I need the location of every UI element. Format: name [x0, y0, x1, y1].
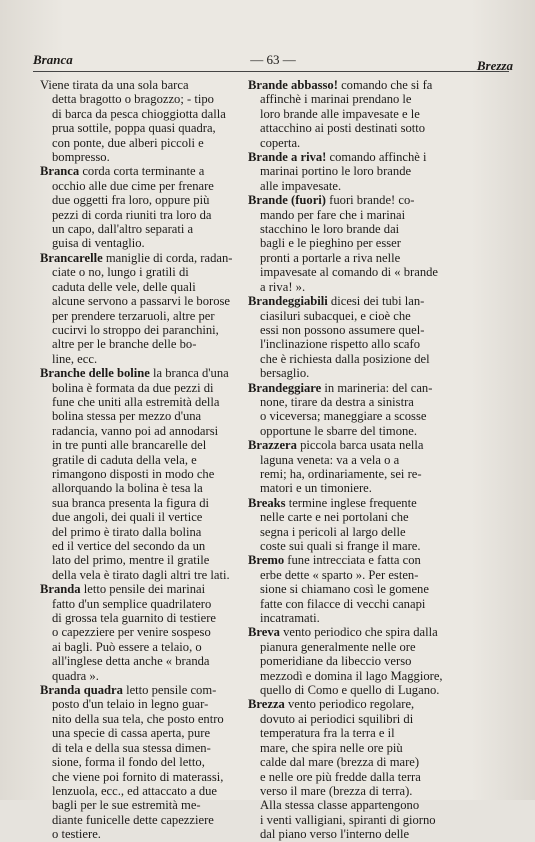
entry-text: bagli per le sue estremità me-	[52, 798, 201, 813]
entry-line	[40, 409, 272, 423]
entry-text: o viceversa; maneggiare a scosse	[260, 409, 427, 424]
entry-line	[248, 496, 480, 510]
entry-text: verso il mare (brezza di terra).	[260, 783, 413, 798]
entry-text: mando per fare che i marinai	[260, 207, 406, 222]
entry-line	[248, 827, 480, 841]
entry-headword: Brande (fuori)	[248, 193, 327, 208]
entry-line	[40, 625, 272, 639]
entry-text: dicesi dei tubi lan-	[327, 294, 425, 309]
header-rule	[33, 71, 509, 72]
entry-headword: Brazzera	[248, 438, 297, 453]
entry-line	[40, 553, 272, 567]
entry-text: di tela e della sua stessa dimen-	[52, 740, 211, 755]
entry-text: bolina è formata da due pezzi di	[52, 380, 214, 395]
entry-text: che viene poi fornito di materassi,	[52, 769, 224, 784]
entry-line	[248, 309, 480, 323]
entry-line	[40, 424, 272, 438]
entry-line	[248, 395, 480, 409]
entry-line	[40, 611, 272, 625]
entry-text: impavesate al comando di « brande	[260, 265, 438, 280]
entry-line	[248, 107, 480, 121]
entry-line	[248, 697, 480, 711]
entry-line	[40, 784, 272, 798]
entry-headword: Branda	[40, 582, 81, 597]
entry-text: l'inclinazione rispetto allo scafo	[260, 337, 420, 352]
entry-line	[248, 481, 480, 495]
entry-text: Alla stessa classe appartengono	[260, 798, 420, 813]
entry-text: remi; ha, ordinariamente, sei re-	[260, 466, 422, 481]
entry-text: mezzodì e domina il lago Maggiore,	[260, 668, 443, 683]
entry-line	[248, 640, 480, 654]
dictionary-entry	[248, 78, 480, 150]
entry-text: ciasiluri subacquei, e cioè che	[260, 308, 411, 323]
entry-text: comando che si fa	[337, 78, 433, 92]
entry-text: maniglie di corda, radan-	[102, 250, 233, 265]
entry-text: dovuto ai periodici squilibri di	[260, 711, 414, 726]
entry-text: quadra ».	[52, 668, 99, 683]
entry-line	[248, 179, 480, 193]
entry-text: vento periodico che spira dalla	[279, 625, 438, 640]
entry-text: a riva! ».	[260, 279, 306, 294]
entry-text: piccola barca usata nella	[296, 438, 424, 453]
entry-line	[40, 366, 272, 380]
entry-line	[248, 611, 480, 625]
entry-line	[40, 236, 272, 250]
entry-line	[40, 208, 272, 222]
entry-line	[248, 366, 480, 380]
entry-text: gratile di caduta della vela, e	[52, 452, 197, 467]
entry-text: temperatura fra la terra e il	[260, 726, 395, 741]
entry-text: lato del primo, mentre il gratile	[52, 553, 210, 568]
entry-text: segna i pericoli al largo delle	[260, 524, 406, 539]
entry-line	[40, 323, 272, 337]
entry-line	[40, 265, 272, 279]
entry-text: alle impavesate.	[260, 178, 342, 193]
entry-text: una specie di cassa aperta, pure	[52, 726, 211, 741]
entry-line	[248, 280, 480, 294]
entry-text: fune che uniti alla estremità della	[52, 394, 220, 409]
entry-line	[248, 813, 480, 827]
entry-text: termine inglese frequente	[285, 495, 417, 510]
header-left-guide-word: Branca	[33, 52, 73, 67]
entry-text: di grossa tela guarnito di testiere	[52, 611, 217, 626]
entry-line	[248, 409, 480, 423]
entry-text: guisa di ventaglio.	[52, 236, 145, 251]
entry-text: rimangono disposti in modo che	[52, 466, 215, 481]
entry-text: ciate o no, lungo i gratili di	[52, 265, 189, 280]
entry-text: affinchè i marinai prendano le	[260, 92, 412, 107]
left-column	[40, 78, 272, 842]
dictionary-entry	[248, 625, 480, 697]
dictionary-entry	[40, 582, 272, 683]
entry-line	[40, 568, 272, 582]
entry-headword: Brezza	[248, 697, 285, 712]
entry-text: line, ecc.	[52, 351, 98, 366]
entry-text: o testiere.	[52, 827, 101, 842]
entry-line	[248, 755, 480, 769]
entry-text: diante funicelle dette capezziere	[52, 812, 214, 827]
entry-line	[248, 337, 480, 351]
entry-text: essi non possono assumere quel-	[260, 322, 425, 337]
entry-line	[248, 712, 480, 726]
entry-text: lenzuola, ecc., ed attaccato a due	[52, 783, 218, 798]
entry-line	[40, 453, 272, 467]
entry-line	[248, 424, 480, 438]
entry-text: sione, forma il fondo del letto,	[52, 755, 205, 770]
entry-text: caduta delle vele, delle quali	[52, 279, 196, 294]
entry-line	[40, 770, 272, 784]
entry-text: prua sottile, poppa quasi quadra,	[52, 121, 216, 136]
entry-text: none, tirare da destra a sinistra	[260, 394, 414, 409]
entry-headword: Brancarelle	[40, 250, 103, 265]
entry-line	[248, 150, 480, 164]
dictionary-entry	[248, 193, 480, 294]
entry-text: bolina stessa per mezzo d'una	[52, 409, 202, 424]
entry-text: all'inglese detta anche « branda	[52, 654, 210, 669]
entry-text: pomeridiane da libeccio verso	[260, 654, 412, 669]
entry-text: pianura generalmente nelle ore	[260, 639, 416, 654]
entry-headword: Branda quadra	[40, 683, 123, 698]
entry-text: di barca da pesca chioggiotta dalla	[52, 106, 226, 121]
entry-text: i venti valligiani, spiranti di giorno	[260, 812, 436, 827]
entry-text: fatte con filacce di vecchi canapi	[260, 596, 426, 611]
entry-line	[248, 798, 480, 812]
entry-text: mare, che spira nelle ore più	[260, 740, 403, 755]
entry-line	[40, 193, 272, 207]
entry-text: detta bragotto o bragozzo; - tipo	[52, 92, 214, 107]
entry-headword: Branca	[40, 164, 80, 179]
entry-text: posto d'un telaio in legno guar-	[52, 697, 209, 712]
entry-line	[248, 265, 480, 279]
dictionary-entry	[248, 294, 480, 380]
entry-line	[40, 381, 272, 395]
entry-line	[40, 539, 272, 553]
entry-text: in tre punti alle brancarelle del	[52, 438, 207, 453]
entry-headword: Breva	[248, 625, 280, 640]
entry-text: nelle carte e nei portolani che	[260, 510, 409, 525]
entry-text: la branca d'una	[149, 366, 229, 381]
entry-text: ai bagli. Può essere a telaio, o	[52, 639, 202, 654]
dictionary-entry	[248, 496, 480, 554]
dictionary-entry	[248, 553, 480, 625]
entry-text: fune intrecciata e fatta con	[284, 553, 421, 568]
entry-text: marinai portino le loro brande	[260, 164, 412, 179]
entry-line	[248, 525, 480, 539]
entry-text: comando affinchè i	[326, 150, 427, 165]
entry-text: bompresso.	[52, 150, 110, 165]
entry-line	[248, 453, 480, 467]
entry-text: altre per le branche delle bo-	[52, 337, 197, 352]
entry-text: incatramati.	[260, 611, 320, 626]
entry-line	[40, 798, 272, 812]
entry-line	[248, 323, 480, 337]
entry-line	[40, 654, 272, 668]
dictionary-entry	[248, 438, 480, 496]
entry-text: loro brande alle impavesate e le	[260, 106, 420, 121]
entry-text: coste sui quali si frange il mare.	[260, 539, 421, 553]
entry-text: calde dal mare (brezza di mare)	[260, 755, 420, 770]
entry-line	[248, 92, 480, 106]
entry-line	[40, 309, 272, 323]
entry-text: stacchino le loro brande dai	[260, 222, 400, 237]
page-number: — 63 —	[250, 52, 296, 67]
entry-line	[248, 582, 480, 596]
entry-line	[40, 712, 272, 726]
entry-line	[40, 813, 272, 827]
entry-text: un capo, dall'altro separati a	[52, 222, 194, 237]
entry-line	[40, 92, 272, 106]
entry-line	[248, 741, 480, 755]
entry-text: in marineria: del can-	[321, 380, 433, 395]
entry-line	[40, 582, 272, 596]
entry-line	[40, 107, 272, 121]
entry-line	[40, 510, 272, 524]
entry-line	[40, 352, 272, 366]
entry-headword: Breaks	[248, 495, 286, 510]
entry-text: occhio alle due cime per frenare	[52, 178, 214, 193]
entry-text: sione si chiamano così le gomene	[260, 582, 429, 597]
entry-text: cucirvi lo stroppo dei paranchini,	[52, 322, 219, 337]
entry-line	[248, 568, 480, 582]
entry-text: pezzi di corda riuniti tra loro da	[52, 207, 212, 222]
entry-line	[248, 236, 480, 250]
dictionary-entry	[248, 697, 480, 841]
entry-headword: Brandeggiare	[248, 380, 322, 395]
entry-text: dal piano verso l'interno delle	[260, 827, 410, 842]
entry-text: coperta.	[260, 135, 301, 150]
entry-line	[40, 697, 272, 711]
entry-line	[40, 467, 272, 481]
entry-text: radancia, vanno poi ad annodarsi	[52, 423, 219, 438]
entry-line	[248, 251, 480, 265]
entry-line	[248, 625, 480, 639]
entry-text: erbe dette « sparto ». Per esten-	[260, 567, 419, 582]
entry-line	[248, 438, 480, 452]
entry-text: del primo è tirato dalla bolina	[52, 524, 202, 539]
entry-line	[248, 78, 480, 92]
entry-text: sua branca presenta la figura di	[52, 495, 209, 510]
running-header	[33, 52, 513, 73]
entry-text: corda corta terminante a	[79, 164, 205, 179]
entry-text: fuori brande! co-	[326, 193, 415, 208]
entry-line	[248, 770, 480, 784]
entry-text: fatto d'un semplice quadrilatero	[52, 596, 212, 611]
entry-line	[248, 467, 480, 481]
right-column	[248, 78, 480, 842]
entry-line	[40, 481, 272, 495]
entry-line	[40, 121, 272, 135]
entry-text: bagli e le pieghino per esser	[260, 236, 401, 251]
entry-line	[40, 525, 272, 539]
entry-text: pronti a portarle a riva nelle	[260, 250, 401, 265]
entry-line	[40, 150, 272, 164]
entry-line	[248, 784, 480, 798]
entry-text: laguna veneta: va a vela o a	[260, 452, 400, 467]
entry-line	[248, 683, 480, 697]
entry-line	[40, 294, 272, 308]
entry-line	[40, 179, 272, 193]
entry-text: opportune le sbarre del timone.	[260, 423, 418, 438]
entry-line	[40, 726, 272, 740]
entry-line	[248, 597, 480, 611]
dictionary-entry	[40, 78, 272, 164]
entry-line	[248, 381, 480, 395]
entry-line	[248, 121, 480, 135]
entry-line	[248, 222, 480, 236]
entry-text: e nelle ore più fredde dalla terra	[260, 769, 421, 784]
entry-line	[248, 294, 480, 308]
entry-line	[40, 496, 272, 510]
entry-headword: Brande a riva!	[248, 150, 327, 165]
entry-headword: Bremo	[248, 553, 285, 568]
dictionary-entry	[40, 683, 272, 841]
entry-line	[40, 395, 272, 409]
entry-headword: Branche delle boline	[40, 366, 150, 381]
entry-line	[40, 136, 272, 150]
entry-line	[40, 337, 272, 351]
entry-line	[40, 78, 272, 92]
entry-line	[40, 251, 272, 265]
entry-text: o capezziere per venire sospeso	[52, 625, 211, 640]
entry-text: alcune servono a passarvi le borose	[52, 294, 230, 309]
entry-text: per prendere terzaruoli, altre per	[52, 308, 215, 323]
entry-line	[40, 280, 272, 294]
entry-line	[248, 726, 480, 740]
dictionary-entry	[40, 164, 272, 250]
entry-text: letto pensile com-	[122, 683, 217, 698]
entry-line	[40, 640, 272, 654]
entry-line	[248, 510, 480, 524]
dictionary-entry	[40, 366, 272, 582]
entry-line	[248, 164, 480, 178]
entry-line	[248, 136, 480, 150]
entry-line	[248, 208, 480, 222]
entry-line	[40, 669, 272, 683]
entry-line	[40, 827, 272, 841]
entry-text: che è richiesta dalla posizione del	[260, 351, 430, 366]
entry-line	[248, 669, 480, 683]
dictionary-entry	[248, 150, 480, 193]
entry-line	[40, 222, 272, 236]
entry-text: vento periodico regolare,	[284, 697, 415, 712]
entry-text: nito della sua tela, che posto entro	[52, 711, 224, 726]
entry-text: due oggetti fra loro, oppure più	[52, 193, 210, 208]
entry-line	[40, 755, 272, 769]
entry-text: due angoli, dei quali il vertice	[52, 510, 203, 525]
entry-text: quello di Como e quello di Lugano.	[260, 683, 440, 698]
entry-line	[40, 683, 272, 697]
entry-line	[40, 741, 272, 755]
entry-text: Viene tirata da una sola barca	[40, 78, 189, 92]
entry-line	[40, 438, 272, 452]
entry-text: allorquando la bolina è tesa la	[52, 481, 203, 496]
entry-line	[248, 352, 480, 366]
entry-text: della vela è tirato dagli altri tre lati.	[52, 567, 230, 582]
entry-text: matori e un timoniere.	[260, 481, 372, 496]
entry-line	[40, 597, 272, 611]
entry-text: letto pensile dei marinai	[80, 582, 206, 597]
entry-headword: Brandeggiabili	[248, 294, 328, 309]
header-right-guide-word: Brezza	[476, 58, 513, 73]
dictionary-entry	[248, 381, 480, 439]
entry-text: bersaglio.	[260, 366, 310, 381]
entry-text: attacchino ai posti destinati sotto	[260, 121, 426, 136]
entry-line	[248, 539, 480, 553]
dictionary-entry	[40, 251, 272, 366]
entry-line	[248, 553, 480, 567]
entry-headword: Brande abbasso!	[248, 78, 338, 92]
entry-text: ed il vertice del secondo da un	[52, 539, 206, 553]
entry-text: con ponte, due alberi piccoli e	[52, 135, 204, 150]
entry-line	[248, 654, 480, 668]
entry-line	[248, 193, 480, 207]
entry-line	[40, 164, 272, 178]
